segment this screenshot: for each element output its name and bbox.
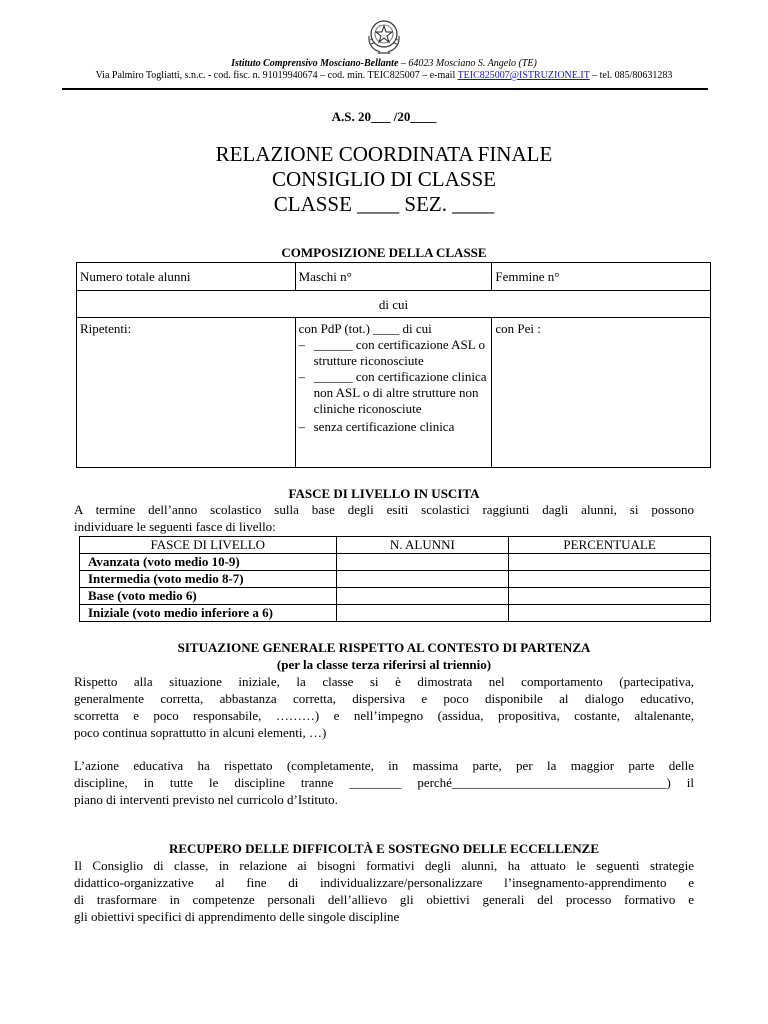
composizione-heading: COMPOSIZIONE DELLA CLASSE: [281, 245, 487, 260]
anno-scolastico: A.S. 20___ /20____: [331, 109, 437, 124]
pdp-label: con PdP (tot.) ____ di cui: [298, 321, 432, 336]
school-header-line: [0, 58, 768, 69]
di-cui-row: di cui: [77, 291, 711, 318]
pdp-list: [299, 337, 489, 435]
recupero-paragraph: Il Consiglio di classe, in relazione ai bisogni formativi degli alunni, ha attuato le seguenti strategie didattico-organizzative al fine di individualizzare/personalizzare l’insegnamento-apprendimento e di trasformare in competenze personali dell’allievo gli obiettivi generali del processo formativo e gli obiettivi specifici di apprendimento delle singole discipline: [74, 858, 694, 924]
fasce-table: [79, 536, 711, 622]
alunni-cell: [336, 554, 509, 571]
pdp-cell: [295, 318, 492, 468]
maschi-label: Maschi n°: [295, 263, 492, 291]
school-address: Via Palmiro Togliatti, s.n.c. - cod. fisc. n. 91019940674 – cod. min. TEIC825007 – e-mail: [95, 70, 456, 81]
recupero-heading: RECUPERO DELLE DIFFICOLTÀ E SOSTEGNO DELLE ECCELLENZE: [168, 841, 600, 856]
percentuale-cell: [509, 554, 711, 571]
column-header-percentuale: PERCENTUALE: [509, 537, 711, 554]
list-item: – senza certificazione clinica: [298, 419, 455, 434]
school-email-link[interactable]: TEIC825007@ISTRUZIONE.IT: [457, 70, 590, 81]
alunni-cell: [336, 588, 509, 605]
composizione-table: [76, 262, 711, 468]
percentuale-cell: [509, 605, 711, 622]
table-row: Intermedia (voto medio 8-7): [80, 571, 711, 588]
fasce-intro: A termine dell’anno scolastico sulla base degli esiti scolastici raggiunti dagli alunni, si possono individuare le seguenti fasce di livello:: [74, 502, 694, 534]
document-subtitle: CONSIGLIO DI CLASSE: [271, 167, 496, 191]
alunni-cell: [336, 605, 509, 622]
header-divider: [62, 88, 708, 90]
table-row: Avanzata (voto medio 10-9): [80, 554, 711, 571]
ripetenti-label: Ripetenti:: [77, 318, 296, 468]
school-address-line: [0, 70, 768, 81]
republic-emblem-icon: [364, 14, 404, 56]
list-item: – ______ con certificazione clinica non ASL o di altre strutture non cliniche riconosciute: [298, 369, 487, 416]
document-title: RELAZIONE COORDINATA FINALE: [215, 142, 553, 166]
fasce-heading: FASCE DI LIVELLO IN USCITA: [288, 486, 480, 501]
situazione-paragraph-1: Rispetto alla situazione iniziale, la classe si è dimostrata nel comportamento (partecipativa, generalmente corretta, abbastanza corretta, dispersiva e poco disponibile al dialogo educativo, scorretta e poco responsabile, ………) e nell’impegno (assidua, propositiva, costante, altalenante, poco continua soprattutto in alcuni elementi, …): [74, 674, 694, 740]
femmine-label: Femmine n°: [492, 263, 711, 291]
situazione-paragraph-2: L’azione educativa ha rispettato (completamente, in massima parte, per la maggior parte delle discipline, in tutte le discipline tranne ________ perché_________________________________) il piano di interventi previsto nel curricolo d’Istituto.: [74, 758, 694, 807]
pei-label: con Pei :: [492, 318, 711, 468]
percentuale-cell: [509, 571, 711, 588]
totale-alunni-label: Numero totale alunni: [77, 263, 296, 291]
school-phone: – tel. 085/80631283: [592, 70, 673, 81]
table-row: Base (voto medio 6): [80, 588, 711, 605]
situazione-subheading: (per la classe terza riferirsi al triennio): [276, 657, 492, 672]
list-item: – ______ con certificazione ASL o strutture riconosciute: [298, 337, 485, 368]
column-header-alunni: N. ALUNNI: [336, 537, 509, 554]
school-name: Istituto Comprensivo Mosciano-Bellante: [231, 58, 399, 69]
alunni-cell: [336, 571, 509, 588]
class-section-line: CLASSE ____ SEZ. ____: [273, 192, 495, 216]
table-row: Iniziale (voto medio inferiore a 6): [80, 605, 711, 622]
school-location: 64023 Mosciano S. Angelo (TE): [408, 58, 537, 69]
percentuale-cell: [509, 588, 711, 605]
situazione-heading: SITUAZIONE GENERALE RISPETTO AL CONTESTO DI PARTENZA: [177, 640, 591, 655]
school-separator: –: [400, 58, 406, 69]
column-header-fasce: FASCE DI LIVELLO: [80, 537, 337, 554]
